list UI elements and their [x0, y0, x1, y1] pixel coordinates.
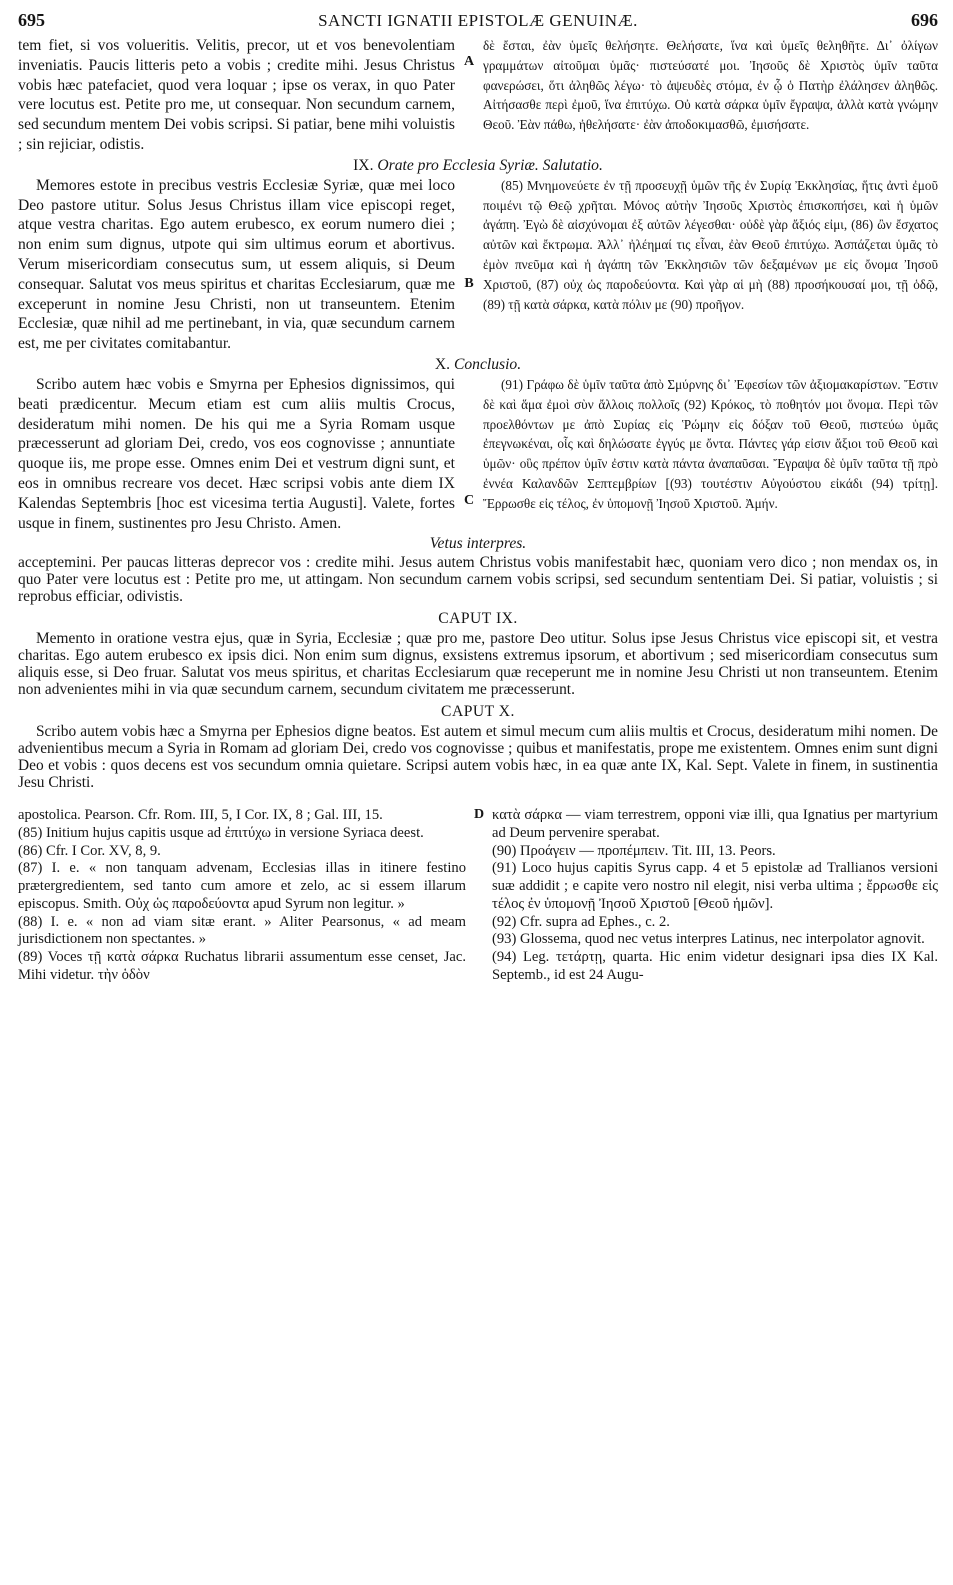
footnote: (86) Cfr. I Cor. XV, 8, 9.	[18, 842, 161, 859]
footnote: (91) Loco hujus capitis Syrus capp. 4 et 5 epistolæ ad Trallianos versioni suæ addidit ; e capite vero nostro nil elegit, nisi verba ultima ; ἔρρωσθε εἰς τέλος ἐν ὑπομονῇ Ἰησοῦ Χριστοῦ [Θεοῦ ἡμῶν].	[492, 860, 938, 912]
page	[18, 10, 938, 984]
footnotes	[18, 807, 938, 984]
footnote: (93) Glossema, quod nec vetus interpres Latinus, nec interpolator agnovit.	[492, 931, 925, 948]
footnote: (85) Initium hujus capitis usque ad ἐπιτύχω in versione Syriaca deest.	[18, 825, 424, 842]
margin-marker-a: A	[463, 54, 475, 69]
footnote: (92) Cfr. supra ad Ephes., c. 2.	[492, 913, 670, 930]
margin-marker-c: C	[463, 492, 475, 508]
parallel-block-3	[18, 375, 938, 533]
greek-text-3: (91) Γράφω δὲ ὑμῖν ταῦτα ἀπὸ Σμύρνης δι᾽ Ἐφεσίων τῶν ἀξιομακαρίστων. Ἔστιν δὲ καὶ ἅμα ἐμοὶ σὺν ἄλλοις πολλοῖς (92) Κρόκος, τὸ ποθητόν μοι ὄνομα. Περὶ τῶν προελθόντων με ἀπὸ Συρίας εἰς Ῥώμην εἰς δόξαν τοῦ Θεοῦ, πιστεύω ὑμᾶς ἐπεγνωκέναι, οἷς καὶ δηλώσατε ἐγγύς με ὄντα. Πάντες γάρ εἰσιν ἄξιοι τοῦ Θεοῦ καὶ ὑμῶν· οὓς πρέπον ὑμῖν ἐστιν κατὰ πάντα ἀναπαῦσαι. Ἔγραψα δὲ ὑμῖν ταῦτα τῇ πρὸ ἐννέα Καλανδῶν Σεπτεμβρίων [(93) τουτέστιν Αὐγούστου εἰκάδι (94) τρίτῃ]. Ἔρρωσθε εἰς τέλος, ἐν ὑπομονῇ Ἰησοῦ Χριστοῦ. Ἀμήν.	[483, 376, 938, 511]
page-number-left: 695	[18, 10, 45, 30]
running-header	[18, 10, 938, 36]
vetus-interpres-heading: Vetus interpres.	[429, 535, 527, 553]
section-heading-ix	[18, 155, 938, 176]
parallel-block-2	[18, 176, 938, 354]
footnote: (94) Leg. τετάρτῃ, quarta. Hic enim videtur designari ipsa dies IX Kal. Septemb., id est 24 Augu-	[492, 948, 938, 983]
margin-marker-b: B	[464, 275, 474, 291]
footnote: κατὰ σάρκα — viam terrestrem, opponi viæ illi, qua Ignatius per martyrium ad Deum pervenire sperabat.	[492, 807, 938, 842]
footnote: apostolica. Pearson. Cfr. Rom. III, 5, I Cor. IX, 8 ; Gal. III, 15.	[18, 807, 383, 824]
footnotes-left-column	[18, 807, 466, 984]
caput-x-heading: CAPUT X.	[441, 703, 515, 721]
footnote: (89) Voces τῇ κατὰ σάρκα Ruchatus librarii assumentum esse censet, Jac. Mihi videtur. τὴν ὁδὸν	[18, 948, 466, 983]
section-number-ix: IX.	[353, 156, 374, 174]
latin-text-3: Scribo autem hæc vobis e Smyrna per Ephesios dignissimos, qui beati prædicentur. Mecum etiam est cum aliis multis Crocus, desideratum mihi nomen. De his qui me a Syria Romam usque præcesserunt ad gloriam Dei, credo, vos eos cognovisse ; annuntiate quoque iis, me prope esse. Omnes enim Dei et vestrum digni sunt, et eos in omnibus recreare vos decet. Hæc scripsi vobis ante diem IX Kalendas Septembris [hoc est vicesima tertia Augusti]. Valete, fortes usque in finem, sustinentes pro Jesu Christo. Amen.	[18, 375, 455, 532]
greek-text-2: (85) Μνημονεύετε ἐν τῇ προσευχῇ ὑμῶν τῆς ἐν Συρίᾳ Ἐκκλησίας, ἥτις ἀντὶ ἐμοῦ ποιμένι τῷ Θεῷ χρῆται. Μόνος αὐτὴν Ἰησοῦς Χριστὸς ἐπισκοπήσει, καὶ ἡ ὑμῶν ἀγάπη. Ἐγὼ δὲ αἰσχύνομαι ἐξ αὐτῶν λέγεσθαι· οὐδὲ γὰρ ἄξιός εἰμι, (86) ὢν ἔσχατος αὐτῶν καὶ ἔκτρωμα. Ἀλλ᾽ ἠλέημαί τις εἶναι, ἐὰν Θεοῦ ἐπιτύχω. Ἀσπάζεται ὑμᾶς τὸ ἐμὸν πνεῦμα καὶ ἡ ἀγάπη τῶν Ἐκκλησιῶν τῶν δεξαμένων με εἰς ὄνομα Ἰησοῦ Χριστοῦ, (87) οὐχ ὡς παροδεύοντα. Καὶ γὰρ αἱ μὴ (88) προσήκουσαί μοι, τῇ ὁδῷ, (89) τῇ κατὰ σάρκα, κατὰ πόλιν με (90) προῆγον.	[483, 177, 938, 312]
footnote: (88) I. e. « non ad viam sitæ erant. » Aliter Pearsonus, « ad meam jurisdictionem non spectantes. »	[18, 913, 466, 948]
section-heading-x	[18, 354, 938, 375]
greek-text-1: δὲ ἔσται, ἐὰν ὑμεῖς θελήσητε. Θελήσατε, ἵνα καὶ ὑμεῖς θεληθῆτε. Δι᾽ ὀλίγων γραμμάτων αἰτοῦμαι ὑμᾶς· πιστεύσατέ μοι. Ἰησοῦς δὲ Χριστὸς ὑμῖν ταῦτα φανερώσει, ὅτι ἀληθῶς λέγω· τὸ ἀψευδὲς στόμα, ἐν ᾧ ὁ Πατὴρ ἐλάλησεν ἀληθῶς. Αἰτήσασθε περὶ ἐμοῦ, ἵνα ἐπιτύχω. Οὐ κατὰ σάρκα ὑμῖν ἔγραψα, ἀλλὰ κατὰ γνώμην Θεοῦ. Ἐὰν πάθω, ἠθελήσατε· ἐὰν ἀποδοκιμασθῶ, ἐμισήσατε.	[483, 38, 938, 133]
margin-marker-d: D	[473, 807, 485, 823]
section-title-ix: Orate pro Ecclesia Syriæ. Salutatio.	[377, 156, 603, 174]
latin-text-1: tem fiet, si vos volueritis. Velitis, precor, ut et vos benevolentiam inveniatis. Paucis litteris peto a vobis ; credite mihi. Jesus Christus vobis hæc patefaciet, quod vera loquar ; ipse os verax, in quo Pater vere locutus est. Petite pro me, ut consequar. Non secundum carnem, sed secundum mentem Dei vobis scripsi. Si patiar, bene mihi voluistis ; sin rejiciar, odistis.	[18, 37, 455, 153]
caput-ix-heading: CAPUT IX.	[438, 610, 518, 628]
parallel-block-1	[18, 36, 938, 155]
vetus-paragraph-2: Memento in oratione vestra ejus, quæ in Syria, Ecclesiæ ; quæ pro me, pastore Deo utitur. Solus ipse Jesus Christus vice episcopi sit, et vestra charitas. Ego autem erubesco ex ipsis dici. Non enim sum dignus, exsistens extremus ipsorum, et abortivum ; sed misericordiam consecutus sum aliquis esse, si Deo fruar. Salutat vos meus spiritus, et charitas Ecclesiarum quæ receperunt me in nomine Jesu Christi ut non transeuntem. Etenim non advenientes mihi in via quæ secundum carnem, secundum civitatem me præcesserunt.	[18, 630, 938, 699]
vetus-paragraph-3: Scribo autem vobis hæc a Smyrna per Ephesios digne beatos. Est autem et simul mecum cum aliis multis et Crocus, desideratum mihi nomen. De advenientibus mecum a Syria in Romam ad gloriam Dei, credo vos cognovisse ; quibus et manifestatis, prope me existentem. Omnes enim sunt digni Deo et vobis : quos decens est vos secundum omnia quietare. Scripsi autem vobis hæc, in ea quæ ante IX, Kal. Sept. Valete in finem, in sustinentia Jesu Christi.	[18, 723, 938, 792]
page-number-right: 696	[910, 10, 938, 30]
footnote: (87) I. e. « non tanquam advenam, Ecclesias illas in itinere festino prætergredientem, sed tanto cum amore et zelo, ac si essem illarum episcopus. Smith. Οὐχ ὡς παροδεύοντα apud Syrum non legitur. »	[18, 860, 466, 912]
footnote: (90) Προάγειν — προπέμπειν. Tit. III, 13. Peors.	[492, 842, 776, 859]
running-title: SANCTI IGNATII EPISTOLÆ GENUINÆ.	[318, 11, 638, 30]
footnotes-right-column	[492, 807, 938, 984]
section-title-x: Conclusio.	[453, 355, 522, 373]
latin-text-2: Memores estote in precibus vestris Ecclesiæ Syriæ, quæ mei loco Deo pastore utitur. Solus Jesus Christus illam vice episcopi reget, atque vestra charitas. Ego autem erubesco, ex eorum numero diei ; non enim sum dignus, utpote qui sim ultimus eorum et abortivus. Verum misericordiam consecutus sum, ut essem aliquis, si Deum consequar. Salutat vos meus spiritus et charitas Ecclesiarum, quæ me exceperunt in nomine Jesu Christi, non ut transeuntem. Etenim Ecclesiæ, quæ nihil ad me pertinebant, in via, quæ secundum carnem est, me per civitates comitabantur.	[18, 176, 455, 353]
section-number-x: X.	[434, 355, 451, 373]
vetus-paragraph-1: acceptemini. Per paucas litteras deprecor vos : credite mihi. Jesus autem Christus vobis manifestabit hæc, quoniam vero dico ; non mendax os, in quo Pater vere locutus est : Petite pro me, ut attingam. Non secundum carnem vobis scripsi, sed secundum sententiam Dei. Si patiar, voluistis ; si reprobus efficiar, odivistis.	[18, 554, 938, 606]
